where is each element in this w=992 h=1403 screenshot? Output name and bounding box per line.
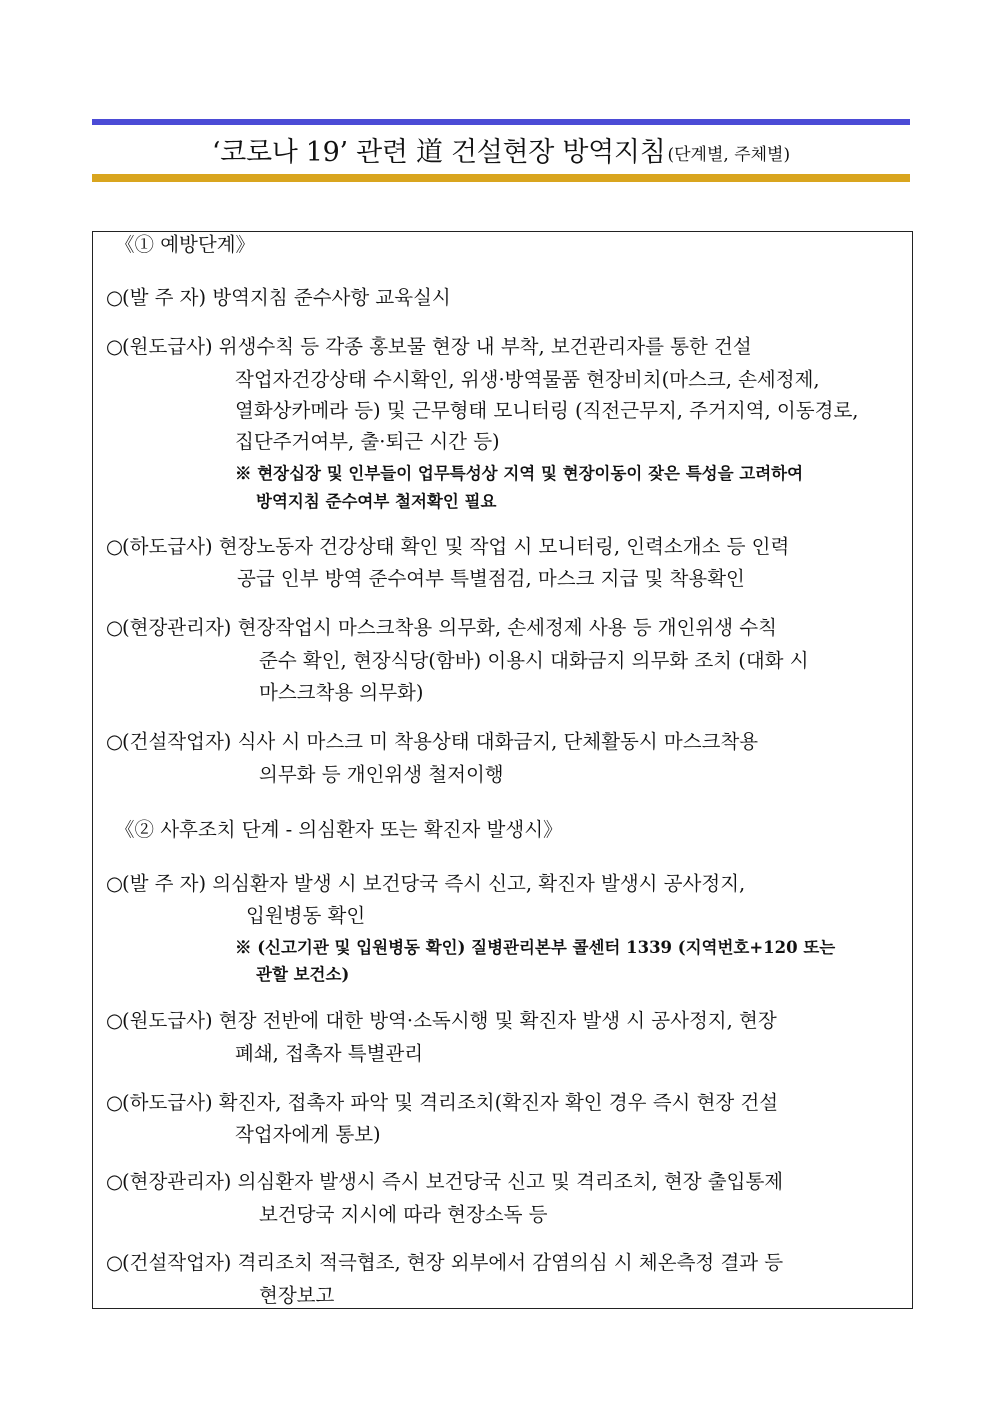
list-item-continuation: 현장보고 bbox=[259, 1284, 335, 1307]
list-item: ○(현장관리자) 의심환자 발생시 즉시 보건당국 신고 및 격리조치, 현장 출입통제 bbox=[106, 1170, 784, 1193]
list-item: ○(하도급사) 현장노동자 건강상태 확인 및 작업 시 모니터링, 인력소개소 등 인력 bbox=[106, 535, 790, 558]
page-subtitle: (단계별, 주체별) bbox=[667, 145, 791, 165]
note-text: ※ (신고기관 및 입원병동 확인) 질병관리본부 콜센터 1339 (지역번호+120 또는 bbox=[235, 938, 836, 957]
bullet-icon: ○ bbox=[106, 730, 124, 753]
bullet-icon: ○ bbox=[106, 616, 124, 639]
list-item: ○(현장관리자) 현장작업시 마스크착용 의무화, 손세정제 사용 등 개인위생 수칙 bbox=[106, 616, 777, 639]
bullet-icon: ○ bbox=[106, 335, 124, 358]
list-item: ○(건설작업자) 식사 시 마스크 미 착용상태 대화금지, 단체활동시 마스크착용 bbox=[106, 730, 759, 753]
section-heading-followup: 《② 사후조치 단계 - 의심환자 또는 확진자 발생시》 bbox=[115, 818, 563, 841]
list-item: ○(하도급사) 확진자, 접촉자 파악 및 격리조치(확진자 확인 경우 즉시 현장 건설 bbox=[106, 1091, 779, 1114]
list-item-continuation: 작업자건강상태 수시확인, 위생·방역물품 현장비치(마스크, 손세정제, bbox=[235, 368, 820, 391]
list-item-continuation: 폐쇄, 접촉자 특별관리 bbox=[235, 1042, 424, 1065]
list-item-continuation: 열화상카메라 등) 및 근무형태 모니터링 (직전근무지, 주거지역, 이동경로, bbox=[235, 399, 859, 422]
list-item-continuation: 마스크착용 의무화) bbox=[259, 681, 424, 704]
bullet-icon: ○ bbox=[106, 872, 124, 895]
list-item: ○(발 주 자) 방역지침 준수사항 교육실시 bbox=[106, 286, 451, 309]
page-title: ‘코로나 19’ 관련 道 건설현장 방역지침 bbox=[211, 137, 666, 168]
list-item-continuation: 보건당국 지시에 따라 현장소독 등 bbox=[259, 1203, 548, 1226]
list-item-continuation: 공급 인부 방역 준수여부 특별점검, 마스크 지급 및 착용확인 bbox=[237, 567, 745, 590]
section-heading-prevention: 《① 예방단계》 bbox=[115, 233, 256, 256]
note-text: 관할 보건소) bbox=[256, 965, 350, 984]
title-bottom-bar bbox=[92, 174, 910, 182]
bullet-icon: ○ bbox=[106, 1009, 124, 1032]
list-item-continuation: 집단주거여부, 출·퇴근 시간 등) bbox=[235, 430, 500, 453]
note-text: 방역지침 준수여부 철저확인 필요 bbox=[256, 492, 497, 511]
bullet-icon: ○ bbox=[106, 1170, 124, 1193]
list-item-continuation: 준수 확인, 현장식당(함바) 이용시 대화금지 의무화 조치 (대화 시 bbox=[259, 649, 809, 672]
bullet-icon: ○ bbox=[106, 1091, 124, 1114]
list-item: ○(건설작업자) 격리조치 적극협조, 현장 외부에서 감염의심 시 체온측정 결과 등 bbox=[106, 1251, 784, 1274]
bullet-icon: ○ bbox=[106, 535, 124, 558]
list-item: ○(발 주 자) 의심환자 발생 시 보건당국 즉시 신고, 확진자 발생시 공사정지, bbox=[106, 872, 746, 895]
title-row bbox=[92, 125, 910, 174]
list-item: ○(원도급사) 위생수칙 등 각종 홍보물 현장 내 부착, 보건관리자를 통한 건설 bbox=[106, 335, 752, 358]
list-item-continuation: 의무화 등 개인위생 철저이행 bbox=[259, 763, 504, 786]
title-banner bbox=[92, 119, 910, 182]
bullet-icon: ○ bbox=[106, 1251, 124, 1274]
list-item: ○(원도급사) 현장 전반에 대한 방역·소독시행 및 확진자 발생 시 공사정지, 현장 bbox=[106, 1009, 777, 1032]
note-text: ※ 현장십장 및 인부들이 업무특성상 지역 및 현장이동이 잦은 특성을 고려하여 bbox=[235, 464, 804, 483]
bullet-icon: ○ bbox=[106, 286, 124, 309]
list-item-continuation: 입원병동 확인 bbox=[246, 904, 366, 927]
list-item-continuation: 작업자에게 통보) bbox=[235, 1123, 381, 1146]
guideline-box bbox=[92, 231, 913, 1309]
